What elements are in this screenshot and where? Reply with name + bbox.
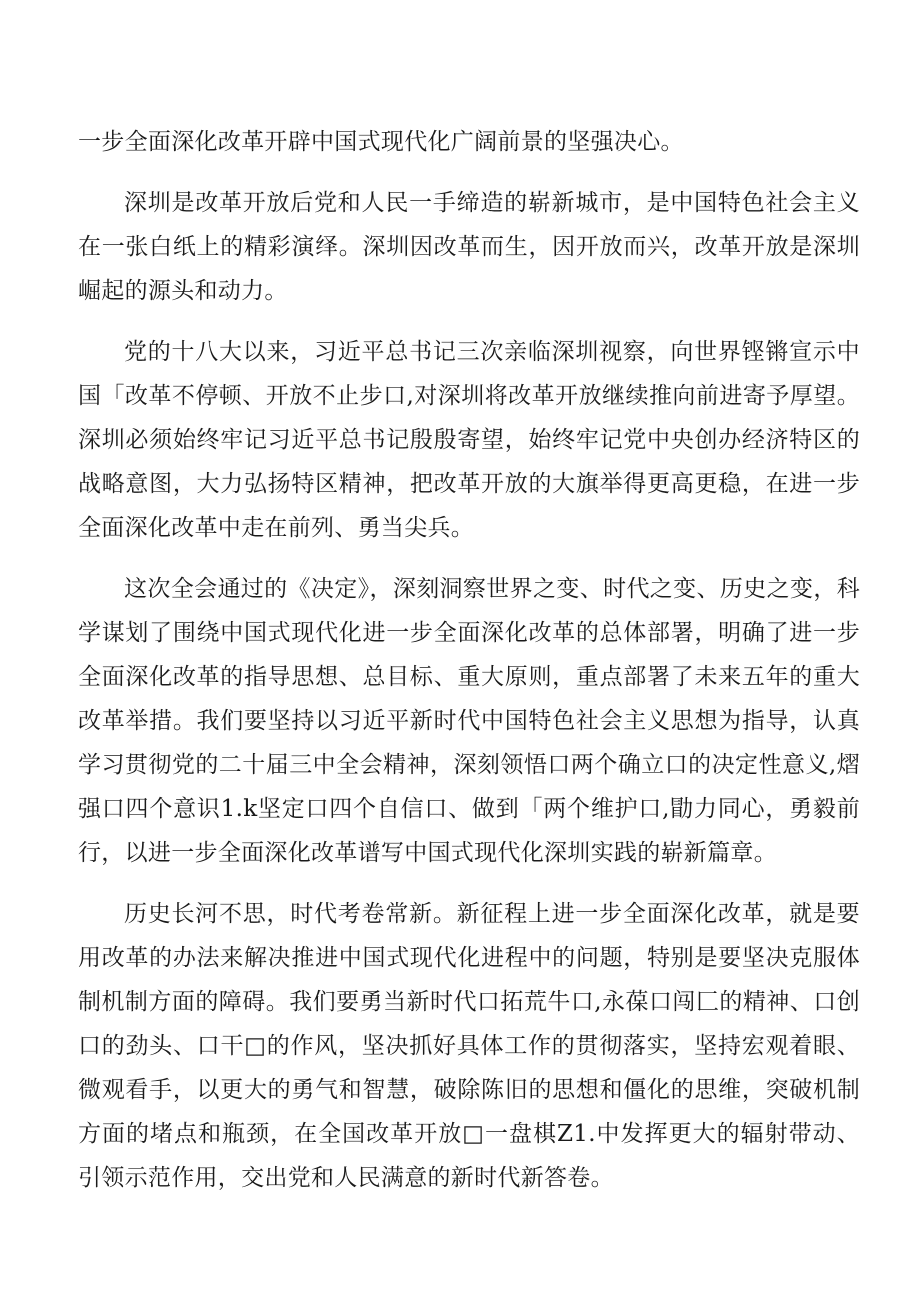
paragraph-5: 历史长河不思，时代考卷常新。新征程上进一步全面深化改革，就是要用改革的办法来解决推进中国式现代化进程中的问题，特别是要坚决克服体制机制方面的障碍。我们要勇当新时代口拓荒牛口,永葆口闯匚的精神、口创口的劲头、口干□的作风，坚决抓好具体工作的贯彻落实，坚持宏观着眼、微观看手，以更大的勇气和智慧，破除陈旧的思想和僵化的思维，突破机制方面的堵点和瓶颈，在全国改革开放□一盘棋Z1.中发挥更大的辐射带动、引领示范作用，交出党和人民满意的新时代新答卷。 — [78, 901, 860, 1191]
paragraph-4: 这次全会通过的《决定》，深刻洞察世界之变、时代之变、历史之变，科学谋划了围绕中国式现代化进一步全面深化改革的总体部署，明确了进一步全面深化改革的指导思想、总目标、重大原则，重点部署了未来五年的重大改革举措。我们要坚持以习近平新时代中国特色社会主义思想为指导，认真学习贯彻党的二十届三中全会精神，深刻领悟口两个确立口的决定性意义,熠强口四个意识1.k坚定口四个自信口、做到「两个维护口,勖力同心，勇毅前行，以进一步全面深化改革谱写中国式现代化深圳实践的崭新篇章。 — [78, 576, 860, 866]
paragraph-1: 一步全面深化改革开辟中国式现代化广阔前景的坚强决心。 — [78, 129, 684, 155]
paragraph-3: 党的十八大以来，习近平总书记三次亲临深圳视察，向世界铿锵宣示中国「改革不停顿、开放不止步口,对深圳将改革开放继续推向前进寄予厚望。深圳必须始终牢记习近平总书记殷殷寄望，始终牢记党中央创办经济特区的战略意图，大力弘扬特区精神，把改革开放的大旗举得更高更稳，在进一步全面深化改革中走在前列、勇当尖兵。 — [78, 339, 860, 541]
document-body — [78, 120, 860, 1217]
paragraph-2: 深圳是改革开放后党和人民一手缔造的崭新城市，是中国特色社会主义在一张白纸上的精彩演绎。深圳因改革而生，因开放而兴，改革开放是深圳崛起的源头和动力。 — [78, 190, 860, 304]
